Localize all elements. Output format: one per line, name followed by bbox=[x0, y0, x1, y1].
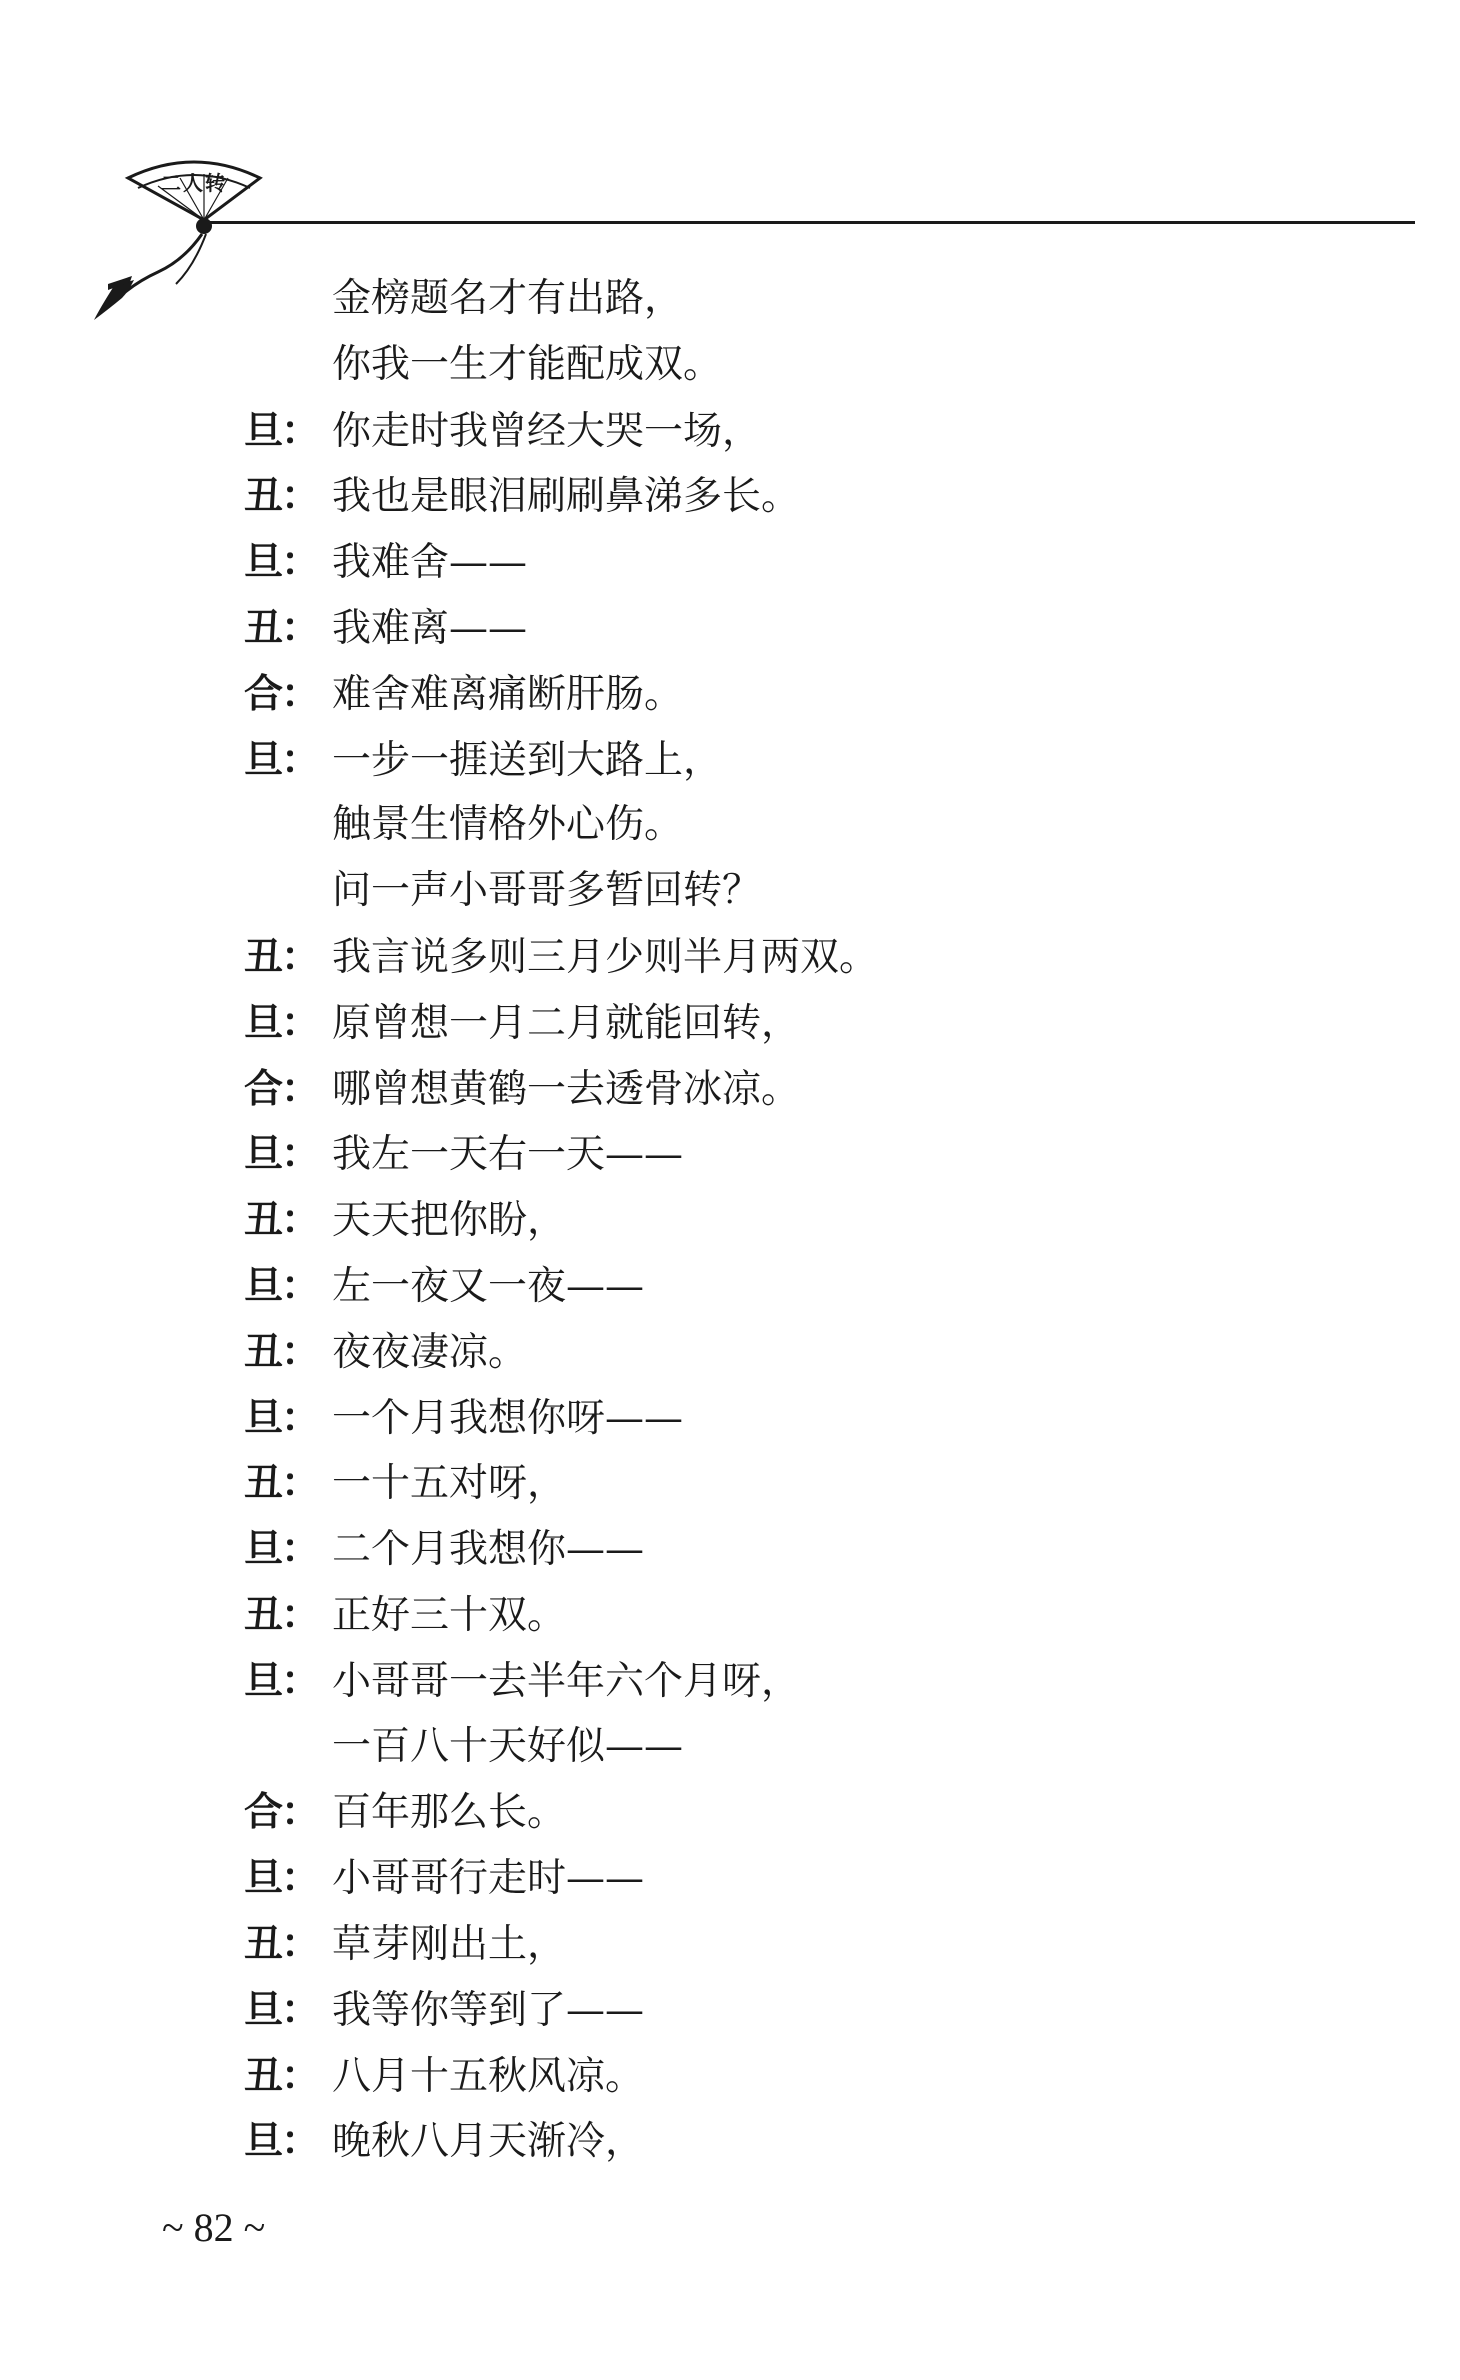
script-line bbox=[244, 1450, 1344, 1516]
script-line bbox=[244, 463, 1344, 529]
script-line bbox=[244, 1319, 1344, 1385]
script-line bbox=[244, 727, 1344, 793]
role-label: 丑： bbox=[244, 604, 319, 651]
role-label: 旦： bbox=[244, 1262, 319, 1309]
script-line bbox=[244, 1187, 1344, 1253]
role-label: 丑： bbox=[244, 473, 319, 520]
script-line bbox=[244, 332, 1344, 398]
line-text: 金榜题名才有出路， bbox=[332, 276, 684, 321]
role-label: 旦： bbox=[244, 1657, 319, 1704]
line-text: 我也是眼泪刷刷鼻涕多长。 bbox=[332, 474, 801, 520]
line-text: 一百八十天好似—— bbox=[332, 1723, 684, 1769]
role-label: 合： bbox=[244, 670, 319, 717]
line-text: 二个月我想你—— bbox=[332, 1527, 645, 1573]
line-text: 小哥哥一去半年六个月呀， bbox=[332, 1658, 801, 1704]
script-line bbox=[244, 266, 1344, 332]
script-line bbox=[244, 1253, 1344, 1319]
role-label: 丑： bbox=[244, 1920, 319, 1967]
line-text: 左一夜又一夜—— bbox=[332, 1263, 645, 1309]
role-label: 丑： bbox=[244, 2052, 319, 2099]
role-label: 合： bbox=[244, 1065, 319, 1112]
emblem-label: 二人转 bbox=[161, 171, 227, 195]
script-line bbox=[244, 1845, 1344, 1911]
line-text: 哪曾想黄鹤一去透骨冰凉。 bbox=[332, 1066, 801, 1112]
script-line bbox=[244, 990, 1344, 1056]
script-line bbox=[244, 1911, 1344, 1977]
script-line bbox=[244, 792, 1344, 858]
script-line bbox=[244, 529, 1344, 595]
line-text: 我难舍—— bbox=[332, 540, 528, 586]
line-text: 夜夜凄凉。 bbox=[332, 1329, 528, 1375]
script-line bbox=[244, 2108, 1344, 2174]
script-line bbox=[244, 1385, 1344, 1451]
line-text: 我言说多则三月少则半月两双。 bbox=[332, 934, 879, 980]
line-text: 我左一天右一天—— bbox=[332, 1132, 684, 1178]
header-rule bbox=[210, 221, 1415, 224]
role-label: 合： bbox=[244, 1789, 319, 1836]
line-text: 晚秋八月天渐冷， bbox=[332, 2119, 645, 2165]
script-line bbox=[244, 1648, 1344, 1714]
script-line bbox=[244, 2043, 1344, 2109]
line-text: 我难离—— bbox=[332, 605, 528, 651]
line-text: 天天把你盼， bbox=[332, 1198, 567, 1244]
role-label: 丑： bbox=[244, 1328, 319, 1375]
line-text: 原曾想一月二月就能回转， bbox=[332, 1000, 801, 1046]
line-text: 百年那么长。 bbox=[332, 1790, 567, 1836]
role-label: 旦： bbox=[244, 539, 319, 586]
line-text: 小哥哥行走时—— bbox=[332, 1856, 645, 1902]
role-label: 丑： bbox=[244, 933, 319, 980]
line-text: 你我一生才能配成双。 bbox=[332, 341, 723, 387]
script-line bbox=[244, 661, 1344, 727]
script-line bbox=[244, 595, 1344, 661]
script-text bbox=[244, 266, 1344, 2174]
role-label: 丑： bbox=[244, 1591, 319, 1638]
line-text: 问一声小哥哥多暂回转？ bbox=[332, 868, 762, 914]
script-line bbox=[244, 858, 1344, 924]
line-text: 你走时我曾经大哭一场， bbox=[332, 408, 762, 454]
role-label: 旦： bbox=[244, 1131, 319, 1178]
script-line bbox=[244, 1516, 1344, 1582]
role-label: 旦： bbox=[244, 736, 319, 783]
role-label: 旦： bbox=[244, 1394, 319, 1441]
role-label: 旦： bbox=[244, 2118, 319, 2165]
role-label: 丑： bbox=[244, 1197, 319, 1244]
script-line bbox=[244, 1977, 1344, 2043]
role-label: 丑： bbox=[244, 1460, 319, 1507]
script-line bbox=[244, 1714, 1344, 1780]
role-label: 旦： bbox=[244, 1855, 319, 1902]
role-label: 旦： bbox=[244, 999, 319, 1046]
page-number: ~ 82 ~ bbox=[162, 2205, 266, 2250]
line-text: 难舍难离痛断肝肠。 bbox=[332, 671, 684, 717]
role-label: 旦： bbox=[244, 407, 319, 454]
script-line bbox=[244, 924, 1344, 990]
script-line bbox=[244, 1779, 1344, 1845]
line-text: 触景生情格外心伤。 bbox=[332, 802, 684, 848]
script-line bbox=[244, 398, 1344, 464]
line-text: 一个月我想你呀—— bbox=[332, 1395, 684, 1441]
line-text: 草芽刚出土， bbox=[332, 1921, 567, 1967]
line-text: 一步一捱送到大路上， bbox=[332, 737, 723, 783]
script-line bbox=[244, 1582, 1344, 1648]
role-label: 旦： bbox=[244, 1526, 319, 1573]
role-label: 旦： bbox=[244, 1986, 319, 2033]
script-line bbox=[244, 1121, 1344, 1187]
line-text: 八月十五秋风凉。 bbox=[332, 2053, 645, 2099]
line-text: 正好三十双。 bbox=[332, 1592, 567, 1638]
line-text: 一十五对呀， bbox=[332, 1461, 567, 1507]
script-line bbox=[244, 1056, 1344, 1122]
line-text: 我等你等到了—— bbox=[332, 1987, 645, 2033]
